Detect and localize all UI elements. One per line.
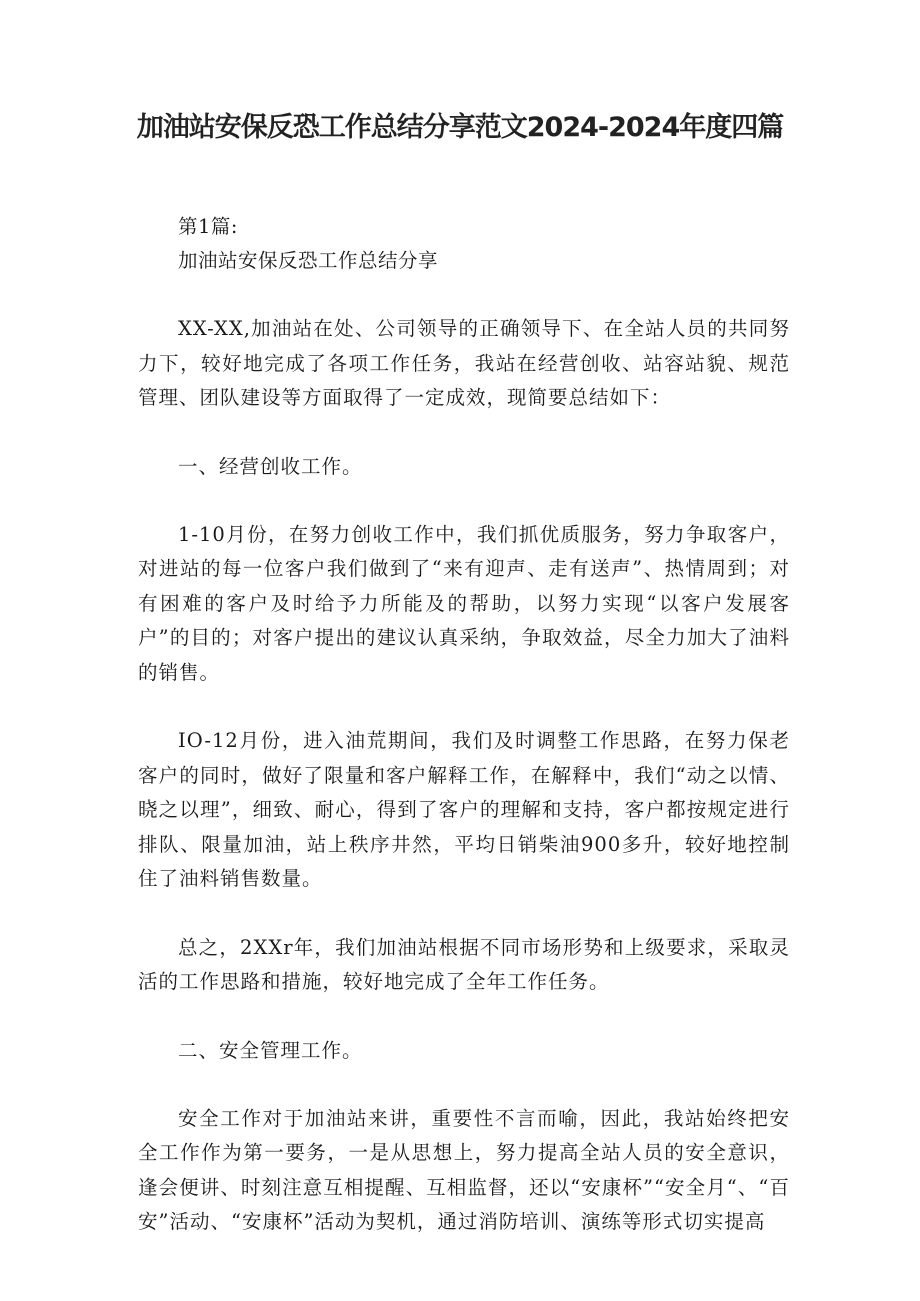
document-title: 加油站安保反恐工作总结分享范文2024-2024年度四篇 <box>136 112 784 143</box>
paragraph-summary: 总之，2XXr年，我们加油站根据不同市场形势和上级要求，采取灵活的工作思路和措施，较好地完成了全年工作任务。 <box>138 935 790 993</box>
paragraph-jan-oct: 1-10月份，在努力创收工作中，我们抓优质服务，努力争取客户，对进站的每一位客户我们做到了“来有迎声、走有送声”、热情周到；对有困难的客户及时给予力所能及的帮助，以努力实现“以客户发展客户”的目的；对客户提出的建议认真采纳，争取效益，尽全力加大了油料的销售。 <box>138 522 790 684</box>
section-subtitle: 加油站安保反恐工作总结分享 <box>178 249 439 272</box>
paragraph-safety: 安全工作对于加油站来讲，重要性不言而喻，因此，我站始终把安全工作作为第一要务，一是从思想上，努力提高全站人员的安全意识，逢会便讲、时刻注意互相提醒、互相监督，还以“安康杯”“安全月“、“百安”活动、“安康杯”活动为契机，通过消防培训、演练等形式切实提高 <box>138 1106 790 1233</box>
document-body <box>138 210 790 1240</box>
heading-safety: 二、安全管理工作。 <box>178 1038 363 1062</box>
paragraph-oct-dec: IO-12月份，进入油荒期间，我们及时调整工作思路，在努力保老客户的同时，做好了限量和客户解释工作，在解释中，我们“动之以情、晓之以理”，细致、耐心，得到了客户的理解和支持，客户都按规定进行排队、限量加油，站上秩序井然，平均日销柴油900多升，较好地控制住了油料销售数量。 <box>138 729 790 890</box>
section-label: 第1篇: <box>178 215 238 238</box>
heading-business: 一、经营创收工作。 <box>178 454 363 478</box>
paragraph-intro: XX-XX,加油站在处、公司领导的正确领导下、在全站人员的共同努力下，较好地完成了各项工作任务，我站在经营创收、站容站貌、规范管理、团队建设等方面取得了一定成效，现简要总结如下： <box>138 317 790 409</box>
